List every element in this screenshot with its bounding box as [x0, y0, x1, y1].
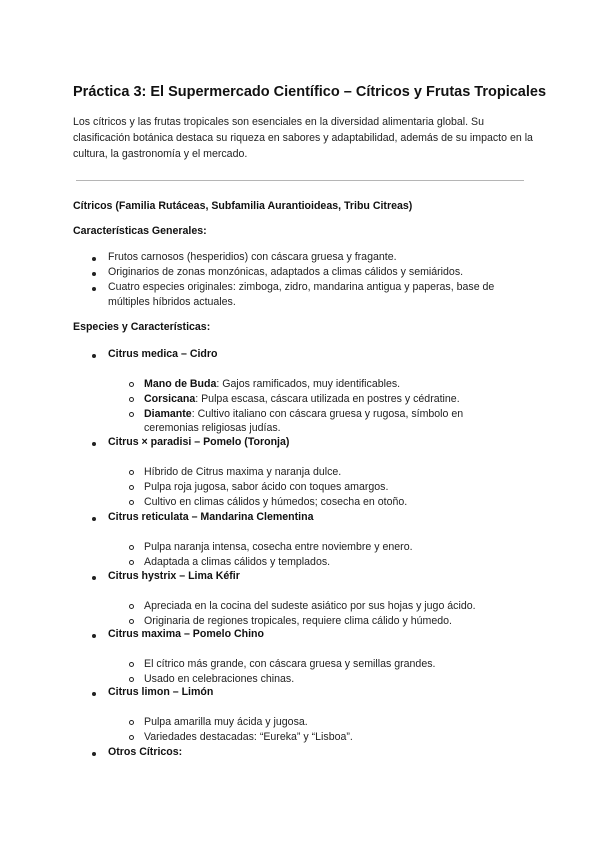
variety-text: : Pulpa escasa, cáscara utilizada en postres y cédratine.	[195, 393, 460, 405]
list-item: Pulpa roja jugosa, sabor ácido con toques amargos.	[144, 481, 389, 493]
bullet-icon	[92, 272, 96, 276]
species-otros: Otros Cítricos:	[108, 746, 183, 758]
species-pomelo: Citrus × paradisi – Pomelo (Toronja)	[108, 436, 290, 448]
variety-label: Corsicana	[144, 393, 196, 405]
circle-bullet-icon	[129, 560, 134, 565]
list-item-continuation: múltiples híbridos actuales.	[108, 296, 236, 308]
list-item-continuation: ceremonias religiosas judías.	[144, 422, 281, 434]
species-mandarina: Citrus reticulata – Mandarina Clementina	[108, 511, 314, 523]
circle-bullet-icon	[129, 735, 134, 740]
bullet-icon	[92, 257, 96, 261]
intro-paragraph: Los cítricos y las frutas tropicales son esenciales en la diversidad alimentaria global. Su clasificación botánica destaca su riqueza en sabores y adaptabilidad, además de su impacto en la cultura, la gastronomía y el mercado.	[73, 116, 533, 160]
bullet-icon	[92, 752, 96, 756]
bullet-icon	[92, 692, 96, 696]
circle-bullet-icon	[129, 412, 134, 417]
list-item: Originarios de zonas monzónicas, adaptados a climas cálidos y semiáridos.	[108, 266, 464, 278]
list-item: Pulpa amarilla muy ácida y jugosa.	[144, 716, 308, 728]
bullet-icon	[92, 287, 96, 291]
species-limon: Citrus limon – Limón	[108, 686, 214, 698]
list-item: Variedades destacadas: “Eureka” y “Lisboa”.	[144, 731, 353, 743]
circle-bullet-icon	[129, 397, 134, 402]
species-pomelo-chino: Citrus maxima – Pomelo Chino	[108, 628, 264, 640]
circle-bullet-icon	[129, 619, 134, 624]
list-item: Frutos carnosos (hesperidios) con cáscara gruesa y fragante.	[108, 251, 397, 263]
circle-bullet-icon	[129, 485, 134, 490]
list-item: Híbrido de Citrus maxima y naranja dulce.	[144, 466, 342, 478]
caracteristicas-heading: Características Generales:	[73, 225, 207, 237]
citricos-heading: Cítricos (Familia Rutáceas, Subfamilia Aurantioideas, Tribu Citreas)	[73, 200, 413, 212]
bullet-icon	[92, 517, 96, 521]
bullet-icon	[92, 354, 96, 358]
list-item: Pulpa naranja intensa, cosecha entre noviembre y enero.	[144, 541, 413, 553]
variety-text: : Cultivo italiano con cáscara gruesa y rugosa, símbolo en	[191, 408, 464, 420]
circle-bullet-icon	[129, 720, 134, 725]
bullet-icon	[92, 442, 96, 446]
circle-bullet-icon	[129, 545, 134, 550]
circle-bullet-icon	[129, 382, 134, 387]
variety-label: Mano de Buda	[144, 378, 217, 390]
list-item: Originaria de regiones tropicales, requiere clima cálido y húmedo.	[144, 615, 452, 627]
list-item: Apreciada en la cocina del sudeste asiático por sus hojas y jugo ácido.	[144, 600, 476, 612]
species-lima: Citrus hystrix – Lima Kéfir	[108, 570, 240, 582]
variety-label: Diamante	[144, 408, 192, 420]
page-title: Práctica 3: El Supermercado Científico – Cítricos y Frutas Tropicales	[73, 84, 547, 100]
list-item: Cultivo en climas cálidos y húmedos; cosecha en otoño.	[144, 496, 408, 508]
circle-bullet-icon	[129, 604, 134, 609]
list-item	[144, 407, 463, 421]
circle-bullet-icon	[129, 470, 134, 475]
list-item: Cuatro especies originales: zimboga, zidro, mandarina antigua y paperas, base de	[108, 281, 495, 293]
circle-bullet-icon	[129, 677, 134, 682]
variety-text: : Gajos ramificados, muy identificables.	[216, 378, 401, 390]
bullet-icon	[92, 634, 96, 638]
list-item	[144, 392, 460, 406]
circle-bullet-icon	[129, 662, 134, 667]
list-item: El cítrico más grande, con cáscara gruesa y semillas grandes.	[144, 658, 436, 670]
list-item: Usado en celebraciones chinas.	[144, 673, 295, 685]
horizontal-divider	[76, 180, 524, 181]
bullet-icon	[92, 576, 96, 580]
list-item	[144, 377, 400, 391]
species-cidro: Citrus medica – Cidro	[108, 348, 218, 360]
list-item: Adaptada a climas cálidos y templados.	[144, 556, 331, 568]
circle-bullet-icon	[129, 500, 134, 505]
especies-heading: Especies y Características:	[73, 321, 211, 333]
